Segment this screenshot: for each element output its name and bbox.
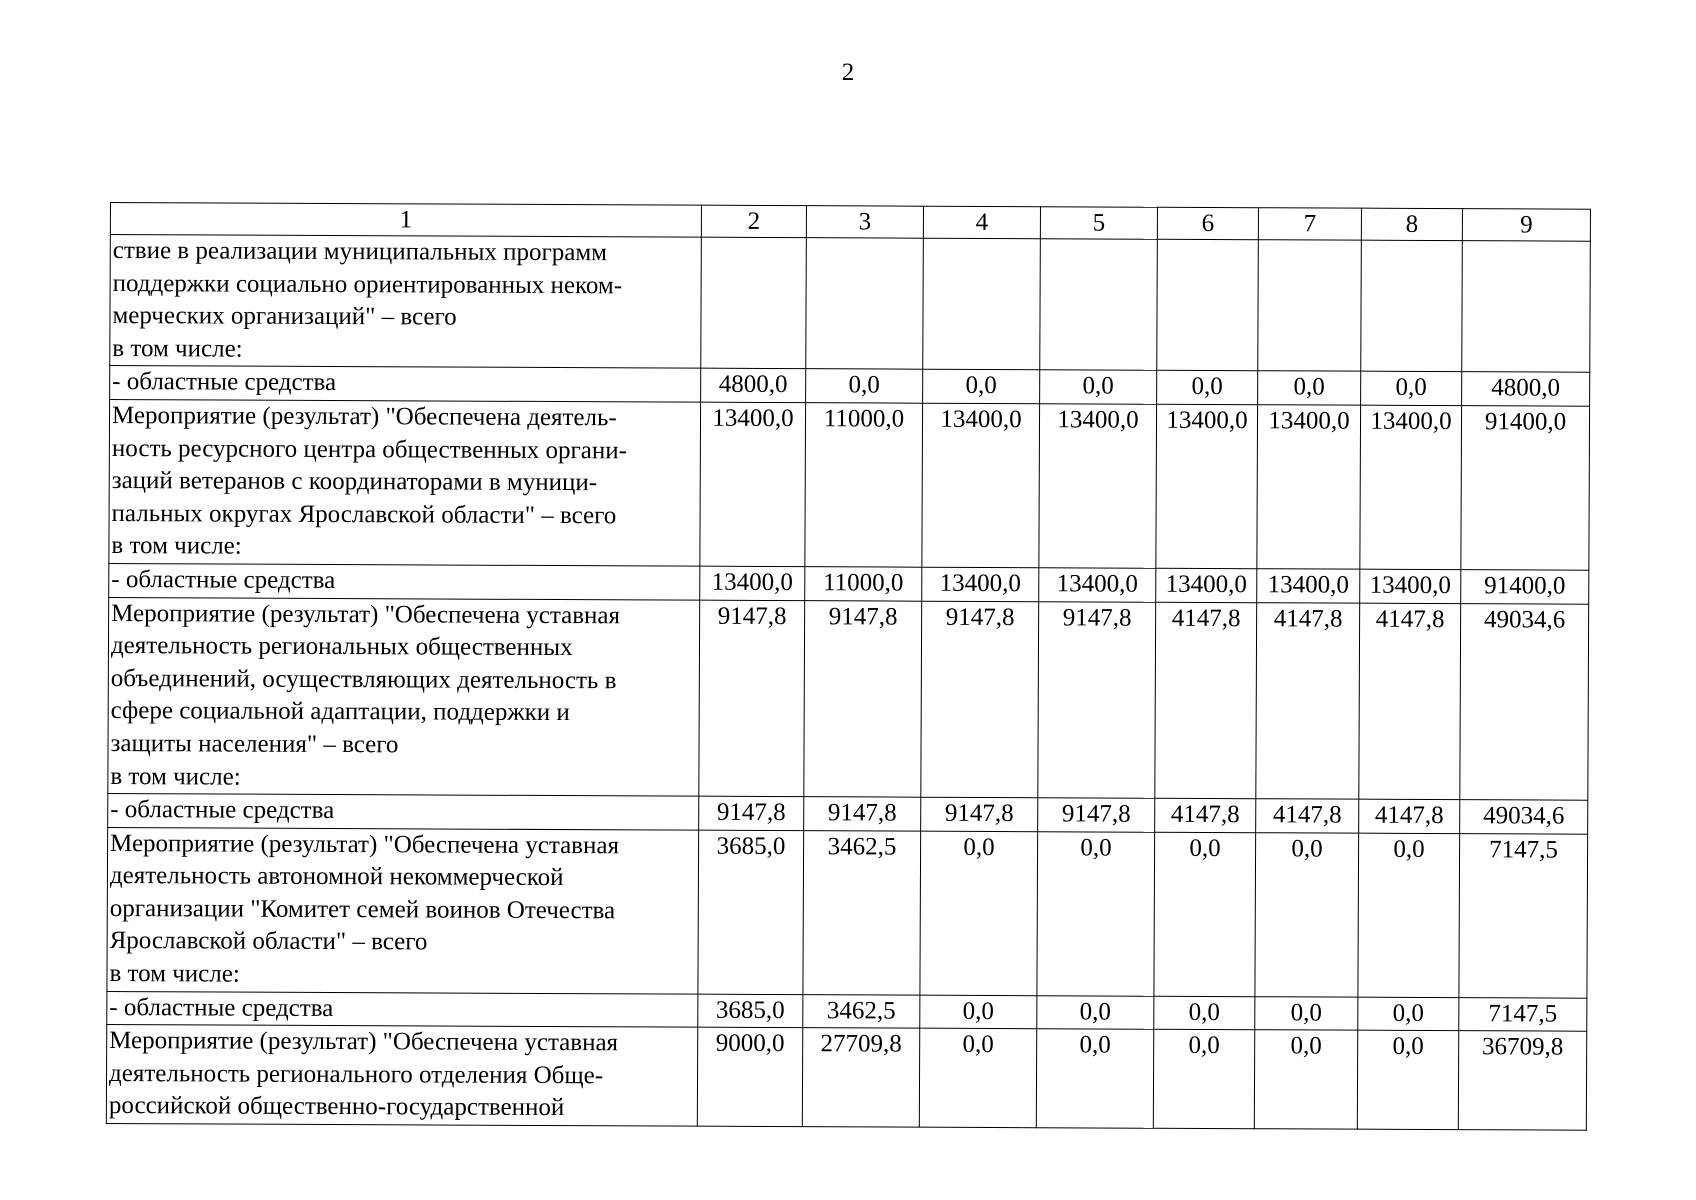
value-cell: 36709,8: [1458, 1031, 1586, 1130]
value-cell: 49034,6: [1460, 800, 1588, 834]
value-cell: 91400,0: [1461, 570, 1589, 604]
value-cell: 91400,0: [1461, 406, 1590, 571]
value-cell: 13400,0: [700, 566, 805, 600]
value-cell: 13400,0: [1360, 405, 1462, 569]
row-label: Мероприятие (результат) "Обеспечена уставная деятельность регионального отделения Обще- российской общественно-государственной: [106, 1025, 697, 1126]
row-label: ствие в реализации муниципальных программ поддержки социально ориентированных неком- мерческих организаций" – всего в том числе:: [110, 235, 702, 369]
row-label: - областные средства: [109, 563, 700, 599]
value-cell: 0,0: [1254, 1030, 1357, 1129]
value-cell: [1361, 240, 1463, 372]
value-cell: 0,0: [920, 831, 1038, 995]
column-header: 2: [701, 205, 806, 237]
value-cell: 3685,0: [698, 994, 803, 1028]
row-label: - областные средства: [110, 366, 701, 402]
value-cell: 13400,0: [1257, 569, 1360, 603]
value-cell: 0,0: [1154, 996, 1255, 1030]
column-header: 7: [1258, 208, 1361, 240]
value-cell: 4147,8: [1256, 799, 1359, 833]
row-label: - областные средства: [107, 991, 698, 1027]
value-cell: 0,0: [1036, 1029, 1153, 1128]
row-label: Мероприятие (результат) "Обеспечена уставная деятельность региональных общественных объединений, осуществляющих деятельность в сфере социальной адаптации, поддержки и защиты населения" – всего в том числе:: [108, 597, 700, 796]
column-header: 3: [806, 206, 923, 239]
value-cell: 13400,0: [922, 403, 1040, 567]
table-row: [109, 399, 1590, 570]
value-cell: 3462,5: [803, 830, 921, 994]
value-cell: 0,0: [1153, 1029, 1254, 1128]
value-cell: 0,0: [1358, 997, 1459, 1031]
value-cell: 13400,0: [922, 567, 1039, 601]
value-cell: 0,0: [1037, 831, 1155, 995]
value-cell: 0,0: [1040, 370, 1157, 404]
value-cell: 0,0: [1255, 832, 1359, 996]
table-row: [107, 827, 1588, 998]
value-cell: 4147,8: [1155, 602, 1257, 799]
value-cell: 0,0: [1357, 1030, 1458, 1129]
value-cell: 9147,8: [1038, 798, 1155, 832]
value-cell: 3685,0: [698, 830, 804, 994]
value-cell: [923, 238, 1041, 370]
value-cell: 13400,0: [1039, 404, 1157, 568]
value-cell: 9147,8: [699, 796, 804, 830]
budget-table-container: [106, 202, 1591, 1131]
value-cell: 9147,8: [921, 601, 1039, 798]
value-cell: 4147,8: [1359, 799, 1460, 833]
value-cell: 4800,0: [1462, 372, 1590, 406]
value-cell: 0,0: [1157, 371, 1258, 405]
table-row: [106, 1025, 1586, 1130]
page-number: 2: [841, 59, 855, 86]
value-cell: [1157, 239, 1259, 371]
value-cell: 7147,5: [1459, 833, 1588, 998]
value-cell: 49034,6: [1460, 603, 1589, 800]
row-label: - областные средства: [108, 794, 699, 830]
table-body: [106, 203, 1590, 1131]
value-cell: 0,0: [1037, 995, 1154, 1029]
value-cell: [1040, 239, 1158, 371]
value-cell: 9147,8: [1038, 601, 1156, 798]
value-cell: [1462, 241, 1591, 373]
value-cell: 7147,5: [1459, 997, 1587, 1031]
column-header: 6: [1157, 207, 1258, 239]
value-cell: 0,0: [1258, 371, 1361, 405]
table-row: [110, 235, 1591, 373]
value-cell: 13400,0: [1360, 569, 1461, 603]
value-cell: 11000,0: [805, 567, 922, 601]
value-cell: 27709,8: [802, 1028, 919, 1127]
value-cell: 11000,0: [805, 403, 923, 567]
value-cell: 13400,0: [1156, 404, 1258, 568]
row-label: Мероприятие (результат) "Обеспечена уставная деятельность автономной некоммерческой организации "Комитет семей воинов Отечества Ярославской области" – всего в том числе:: [107, 827, 699, 994]
value-cell: 4800,0: [701, 369, 806, 403]
value-cell: 0,0: [1361, 372, 1462, 406]
column-header: 4: [923, 206, 1040, 239]
value-cell: 9000,0: [697, 1027, 802, 1126]
value-cell: 4147,8: [1359, 603, 1461, 800]
value-cell: [701, 237, 807, 369]
table-row: [108, 597, 1589, 800]
value-cell: 0,0: [806, 369, 923, 403]
value-cell: 0,0: [1255, 996, 1358, 1030]
column-header: 9: [1462, 209, 1590, 242]
column-header: 5: [1040, 207, 1157, 240]
value-cell: 13400,0: [1039, 568, 1156, 602]
value-cell: [806, 238, 924, 370]
value-cell: 13400,0: [1156, 568, 1257, 602]
value-cell: 13400,0: [700, 402, 806, 566]
value-cell: 9147,8: [804, 600, 922, 797]
value-cell: 9147,8: [804, 797, 921, 831]
value-cell: 3462,5: [803, 994, 920, 1028]
value-cell: 0,0: [1358, 833, 1460, 997]
row-label: Мероприятие (результат) "Обеспечена деятель- ность ресурсного центра общественных органи- заций ветеранов с координаторами в муници- пальных округах Ярославской области" – всего в том числе:: [109, 399, 701, 566]
column-header: 8: [1361, 208, 1462, 240]
value-cell: [1258, 240, 1362, 372]
budget-table: [106, 202, 1591, 1131]
value-cell: 0,0: [919, 1028, 1036, 1127]
value-cell: 0,0: [920, 995, 1037, 1029]
value-cell: 4147,8: [1256, 602, 1360, 799]
value-cell: 4147,8: [1155, 798, 1256, 832]
value-cell: 0,0: [1154, 832, 1256, 996]
value-cell: 13400,0: [1257, 405, 1361, 569]
value-cell: 9147,8: [699, 600, 805, 797]
value-cell: 0,0: [923, 370, 1040, 404]
value-cell: 9147,8: [921, 797, 1038, 831]
column-header: 1: [110, 203, 701, 238]
